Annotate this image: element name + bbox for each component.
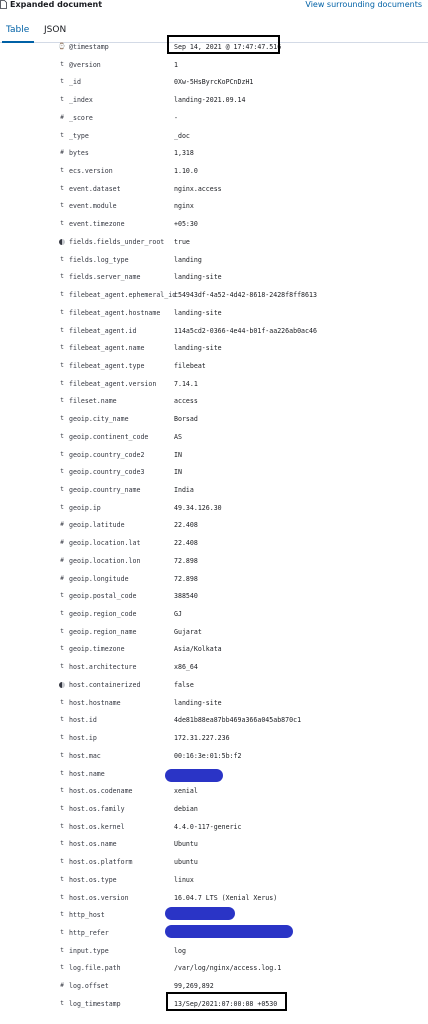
highlight-annotation-box: [167, 35, 280, 54]
boolean-field-type-icon: [59, 682, 65, 688]
redaction-scribble: [165, 907, 235, 920]
field-value: 114a5cd2-0366-4e44-b01f-aa226ab0ac46: [174, 326, 317, 335]
string-field-type-icon: t: [60, 858, 64, 866]
field-row-host-ip: [0, 730, 428, 748]
string-field-type-icon: t: [60, 131, 64, 139]
field-value: landing-2021.09.14: [174, 96, 246, 105]
field-value: landing: [174, 255, 202, 264]
field-name: @version: [69, 60, 101, 69]
string-field-type-icon: t: [60, 645, 64, 653]
field-value: 172.31.227.236: [174, 734, 230, 743]
field-row-host-os-name: [0, 836, 428, 854]
field-row-host-os-type: [0, 872, 428, 890]
field-value: Gujarat: [174, 627, 202, 636]
field-name: filebeat_agent.type: [69, 361, 145, 370]
field-row-log-timestamp: [0, 996, 428, 1014]
field-row-timestamp: [0, 39, 428, 57]
string-field-type-icon: t: [60, 202, 64, 210]
field-name: log.offset: [69, 982, 109, 991]
field-value: nginx.access: [174, 184, 222, 193]
field-value: nginx: [174, 202, 194, 211]
field-value: 22.408: [174, 539, 198, 548]
string-field-type-icon: t: [60, 964, 64, 972]
string-field-type-icon: t: [60, 698, 64, 706]
string-field-type-icon: t: [60, 822, 64, 830]
field-row-version: [0, 57, 428, 75]
string-field-type-icon: t: [60, 78, 64, 86]
field-row-geoip-location-lon: [0, 553, 428, 571]
field-value: 16.04.7 LTS (Xenial Xerus): [174, 893, 278, 902]
field-name: geoip.timezone: [69, 645, 125, 654]
field-row-filebeat-agent-id: [0, 323, 428, 341]
number-field-type-icon: #: [60, 521, 64, 529]
field-row-geoip-region-name: [0, 624, 428, 642]
field-value: -: [174, 113, 178, 122]
field-value: log: [174, 946, 186, 955]
field-row-geoip-continent-code: [0, 429, 428, 447]
field-value: 4de81b88ea87bb469a366a045ab870c1: [174, 716, 302, 725]
string-field-type-icon: t: [60, 769, 64, 777]
string-field-type-icon: t: [60, 751, 64, 759]
field-row-geoip-country-name: [0, 482, 428, 500]
field-value: 0Xw-5HsByrcKoPCnDzH1: [174, 78, 254, 87]
field-row-id: [0, 74, 428, 92]
field-value: landing-site: [174, 344, 222, 353]
field-row-host-os-kernel: [0, 819, 428, 837]
field-value: India: [174, 486, 194, 494]
field-value: 72.898: [174, 556, 198, 565]
string-field-type-icon: t: [60, 929, 64, 936]
field-row-host-os-version: [0, 890, 428, 908]
string-field-type-icon: t: [60, 96, 64, 104]
redaction-scribble: [165, 769, 223, 782]
string-field-type-icon: t: [60, 255, 64, 263]
field-name: geoip.location.lon: [69, 556, 141, 565]
string-field-type-icon: t: [60, 308, 64, 316]
field-row-event-dataset: [0, 181, 428, 199]
tab-json[interactable]: JSON: [44, 25, 67, 35]
string-field-type-icon: t: [60, 627, 64, 635]
field-name: geoip.longitude: [69, 574, 129, 583]
field-name: filebeat_agent.hostname: [69, 308, 161, 317]
field-name: _index: [69, 96, 93, 105]
field-row-host-os-platform: [0, 854, 428, 872]
number-field-type-icon: #: [60, 539, 64, 547]
string-field-type-icon: t: [60, 397, 64, 405]
field-name: _score: [69, 113, 93, 122]
field-name: host.os.kernel: [69, 822, 125, 831]
field-name: host.mac: [69, 751, 101, 760]
field-name: log.file.path: [69, 964, 121, 973]
field-name: host.os.codename: [69, 787, 133, 796]
number-field-type-icon: #: [60, 556, 64, 564]
flyout-title: Expanded document: [10, 0, 103, 9]
field-row-event-timezone: [0, 216, 428, 234]
field-row-score: [0, 110, 428, 128]
field-row-geoip-postal-code: [0, 588, 428, 606]
number-field-type-icon: #: [60, 982, 64, 990]
string-field-type-icon: t: [60, 663, 64, 671]
field-value: landing-site: [174, 308, 222, 317]
field-row-log-file-path: [0, 960, 428, 978]
field-name: geoip.latitude: [69, 521, 125, 530]
field-name: geoip.region_code: [69, 610, 137, 619]
field-name: _id: [69, 78, 81, 87]
field-value: true: [174, 237, 190, 246]
field-name: filebeat_agent.id: [69, 326, 137, 335]
field-name: geoip.region_name: [69, 627, 137, 636]
field-row-type: [0, 128, 428, 146]
field-name: fileset.name: [69, 397, 117, 406]
field-row-event-module: [0, 198, 428, 216]
field-value: Asia/Kolkata: [174, 645, 222, 654]
field-value: landing-site: [174, 273, 222, 282]
field-row-bytes: [0, 145, 428, 163]
field-value: 00:16:3e:01:5b:f2: [174, 751, 242, 760]
field-value: /var/log/nginx/access.log.1: [174, 964, 282, 973]
field-value: access: [174, 397, 198, 406]
field-row-filebeat-agent-type: [0, 358, 428, 376]
field-name: geoip.continent_code: [69, 432, 149, 441]
field-row-filebeat-agent-version: [0, 376, 428, 394]
field-value: 99,269,892: [174, 982, 214, 991]
string-field-type-icon: t: [60, 804, 64, 812]
field-value: xenial: [174, 787, 198, 796]
number-field-type-icon: #: [60, 113, 64, 121]
field-name: _type: [69, 131, 89, 140]
field-row-index: [0, 92, 428, 110]
field-row-geoip-timezone: [0, 641, 428, 659]
string-field-type-icon: t: [60, 220, 64, 228]
string-field-type-icon: t: [60, 946, 64, 954]
string-field-type-icon: t: [60, 344, 64, 352]
field-value: ubuntu: [174, 858, 198, 867]
field-value: 49.34.126.30: [174, 503, 222, 512]
field-name: event.dataset: [69, 184, 121, 193]
field-row-host-os-family: [0, 801, 428, 819]
field-row-host-id: [0, 712, 428, 730]
field-row-geoip-location-lat: [0, 535, 428, 553]
field-name: ecs.version: [69, 167, 113, 176]
number-field-type-icon: #: [60, 574, 64, 582]
field-name: geoip.postal_code: [69, 592, 137, 601]
field-name: fields.server_name: [69, 273, 141, 282]
field-value: _doc: [174, 131, 190, 140]
flyout-header: [0, 0, 428, 14]
tab-table[interactable]: Table: [6, 25, 30, 35]
string-field-type-icon: t: [60, 167, 64, 175]
field-name: filebeat_agent.version: [69, 379, 157, 388]
string-field-type-icon: t: [60, 450, 64, 458]
field-name: host.os.version: [69, 893, 129, 902]
field-name: geoip.location.lat: [69, 539, 141, 548]
field-value: +05:30: [174, 220, 198, 229]
field-name: event.module: [69, 202, 117, 211]
field-value: 4.4.0-117-generic: [174, 822, 242, 831]
field-row-geoip-latitude: [0, 517, 428, 535]
string-field-type-icon: t: [60, 379, 64, 387]
field-value: 72.898: [174, 574, 198, 583]
string-field-type-icon: t: [60, 415, 64, 423]
field-name: host.name: [69, 769, 105, 778]
field-row-http-refer: [0, 925, 428, 943]
field-value: Ubuntu: [174, 840, 198, 849]
field-name: filebeat_agent.ephemeral_id: [69, 291, 177, 300]
field-name: geoip.country_code3: [69, 468, 145, 477]
field-row-filebeat-agent-name: [0, 340, 428, 358]
field-row-fileset-name: [0, 393, 428, 411]
string-field-type-icon: t: [60, 840, 64, 848]
field-row-input-type: [0, 943, 428, 961]
field-value: 1.10.0: [174, 167, 198, 176]
field-row-geoip-country-code2: [0, 447, 428, 465]
field-value: c54943df-4a52-4d42-8618-2428f8ff8613: [174, 291, 317, 300]
field-value: filebeat: [174, 361, 206, 370]
field-value: 22.408: [174, 521, 198, 530]
field-value: x86_64: [174, 663, 198, 672]
string-field-type-icon: t: [60, 610, 64, 618]
string-field-type-icon: t: [60, 716, 64, 724]
field-name: host.os.type: [69, 875, 117, 884]
field-name: geoip.ip: [69, 503, 101, 512]
redaction-scribble: [165, 925, 293, 938]
field-name: log_timestamp: [69, 999, 121, 1008]
field-name: fields.log_type: [69, 255, 129, 264]
field-row-geoip-ip: [0, 500, 428, 518]
string-field-type-icon: t: [60, 999, 64, 1007]
field-name: host.os.family: [69, 804, 125, 813]
date-field-type-icon: ⌚: [58, 43, 66, 50]
field-row-geoip-region-code: [0, 606, 428, 624]
field-name: host.architecture: [69, 663, 137, 672]
number-field-type-icon: #: [60, 149, 64, 157]
field-name: host.os.name: [69, 840, 117, 849]
string-field-type-icon: t: [60, 787, 64, 795]
field-row-filebeat-agent-ephemeral-id: [0, 287, 428, 305]
field-name: host.containerized: [69, 680, 141, 689]
field-value: IN: [174, 450, 182, 459]
string-field-type-icon: t: [60, 468, 64, 476]
field-name: host.id: [69, 716, 97, 725]
string-field-type-icon: t: [60, 291, 64, 299]
field-row-fields-log-type: [0, 252, 428, 270]
field-value: Borsad: [174, 415, 198, 424]
field-value: landing-site: [174, 698, 222, 707]
field-name: host.ip: [69, 734, 97, 743]
string-field-type-icon: t: [60, 592, 64, 600]
field-name: fields.fields_under_root: [69, 237, 165, 246]
string-field-type-icon: t: [60, 486, 64, 493]
field-row-host-hostname: [0, 695, 428, 713]
field-name: bytes: [69, 149, 89, 158]
field-value: 1,318: [174, 149, 194, 158]
field-row-geoip-longitude: [0, 571, 428, 589]
field-name: input.type: [69, 946, 109, 955]
highlight-annotation-box: [166, 992, 287, 1011]
document-icon: [0, 0, 7, 9]
field-row-geoip-city-name: [0, 411, 428, 429]
string-field-type-icon: t: [60, 273, 64, 281]
field-value: AS: [174, 432, 182, 441]
string-field-type-icon: t: [60, 361, 64, 369]
field-row-fields-fields-under-root: [0, 234, 428, 252]
field-name: geoip.country_name: [69, 486, 141, 494]
field-name: geoip.country_code2: [69, 450, 145, 459]
field-value: 388540: [174, 592, 198, 601]
field-row-http-host: [0, 907, 428, 925]
field-row-host-mac: [0, 748, 428, 766]
string-field-type-icon: t: [60, 184, 64, 192]
field-value: 13/Sep/2021:07:00:08 +0530: [174, 999, 278, 1008]
field-row-ecs-version: [0, 163, 428, 181]
field-value: 7.14.1: [174, 379, 198, 388]
field-name: http_host: [69, 911, 105, 920]
field-row-geoip-country-code3: [0, 464, 428, 482]
string-field-type-icon: t: [60, 875, 64, 883]
field-row-filebeat-agent-hostname: [0, 305, 428, 323]
field-value: IN: [174, 468, 182, 477]
field-value: false: [174, 680, 194, 689]
field-row-host-os-codename: [0, 783, 428, 801]
field-row-host-architecture: [0, 659, 428, 677]
field-value: GJ: [174, 610, 182, 619]
field-value: Sep 14, 2021 @ 17:47:47.516: [174, 43, 282, 51]
field-name: @timestamp: [69, 43, 109, 51]
field-name: host.os.platform: [69, 858, 133, 867]
field-name: http_refer: [69, 929, 109, 937]
field-row-fields-server-name: [0, 269, 428, 287]
string-field-type-icon: t: [60, 734, 64, 742]
field-value: linux: [174, 875, 194, 884]
field-name: geoip.city_name: [69, 415, 129, 424]
field-name: host.hostname: [69, 698, 121, 707]
string-field-type-icon: t: [60, 503, 64, 511]
string-field-type-icon: t: [60, 432, 64, 440]
field-value: debian: [174, 804, 198, 813]
field-value: 1: [174, 60, 178, 69]
view-surrounding-documents-link[interactable]: View surrounding documents: [305, 0, 422, 9]
string-field-type-icon: t: [60, 893, 64, 901]
string-field-type-icon: t: [60, 911, 64, 919]
boolean-field-type-icon: [59, 239, 65, 245]
field-name: filebeat_agent.name: [69, 344, 145, 353]
field-row-host-name: [0, 766, 428, 784]
field-row-host-containerized: [0, 677, 428, 695]
string-field-type-icon: t: [60, 326, 64, 334]
field-name: event.timezone: [69, 220, 125, 229]
string-field-type-icon: t: [60, 60, 64, 68]
